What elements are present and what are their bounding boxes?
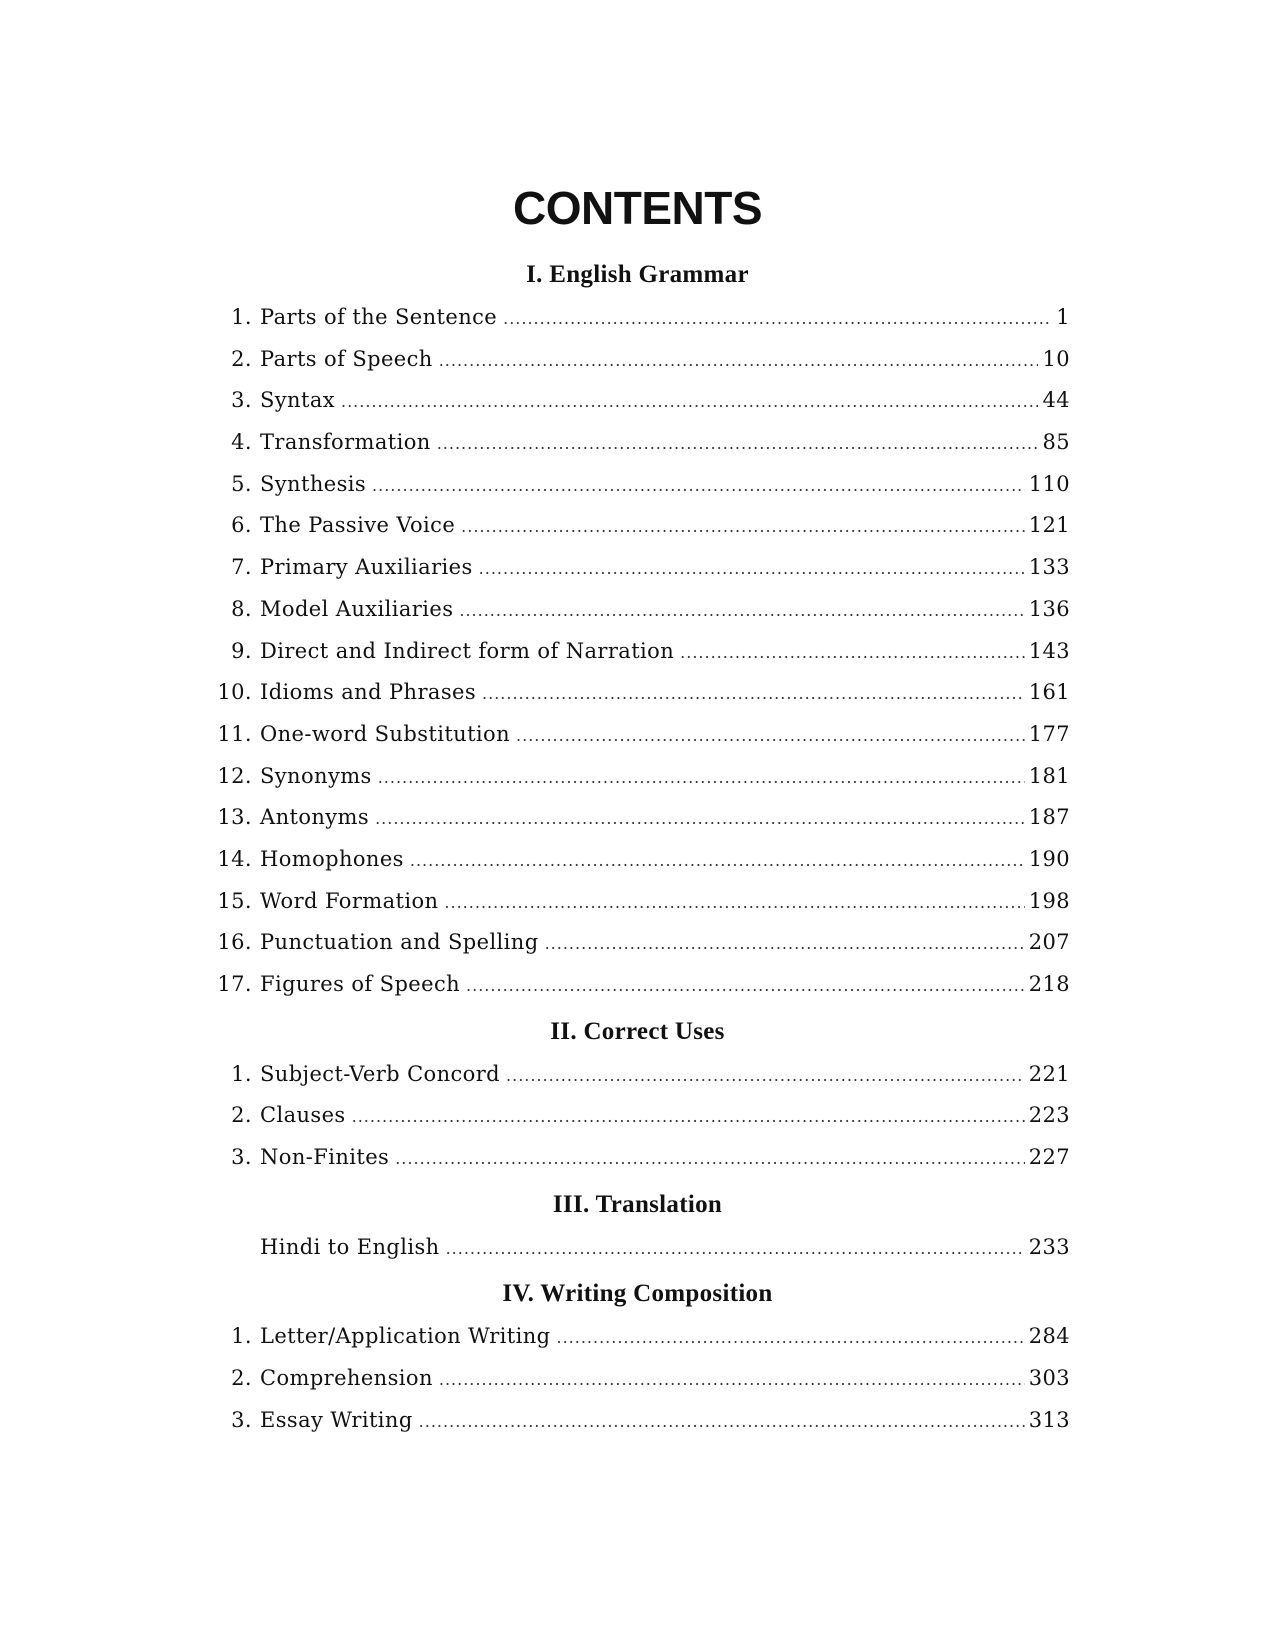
entry-number: 16. (217, 930, 252, 955)
entry-number: 2. (231, 346, 252, 371)
entry-number: 13. (217, 805, 252, 830)
toc-entry (212, 1137, 1070, 1179)
section-heading: III. Translation (552, 1190, 723, 1218)
entry-title: Synonyms (260, 763, 372, 788)
dot-leader (437, 422, 1039, 465)
toc-entry (212, 922, 1070, 964)
entry-page-number: 1 (1056, 305, 1070, 329)
entry-number: 17. (217, 972, 252, 996)
toc-entry (212, 464, 1070, 506)
entry-title: Direct and Indirect form of Narration (260, 638, 675, 663)
table-of-contents (212, 253, 1070, 1442)
entry-page-number: 190 (1028, 846, 1070, 871)
toc-entry (212, 881, 1070, 923)
entry-page-number: 44 (1042, 388, 1070, 413)
toc-entry (212, 297, 1070, 339)
dot-leader (516, 714, 1025, 757)
entry-title: Hindi to English (260, 1234, 440, 1259)
entry-title: Homophones (260, 846, 404, 871)
entry-title: Figures of Speech (260, 972, 461, 996)
entry-number: 12. (217, 763, 252, 788)
dot-leader (375, 797, 1025, 840)
entry-number: 3. (231, 388, 252, 413)
entry-number: 4. (231, 430, 252, 455)
dot-leader (410, 839, 1025, 882)
section-heading: IV. Writing Composition (502, 1280, 773, 1308)
entry-page-number: 161 (1028, 680, 1070, 705)
entry-page-number: 85 (1042, 430, 1070, 455)
entry-number: 1. (231, 1061, 252, 1086)
entry-number: 7. (231, 555, 252, 580)
toc-entry (212, 1054, 1070, 1096)
entry-title: Essay Writing (260, 1407, 413, 1432)
entry-page-number: 110 (1028, 471, 1070, 496)
entry-number: 6. (231, 513, 252, 538)
entry-page-number: 187 (1028, 805, 1070, 830)
entry-page-number: 233 (1028, 1234, 1070, 1259)
toc-entry (212, 1400, 1070, 1442)
entry-title: Comprehension (260, 1366, 433, 1391)
entry-number: 2. (231, 1366, 252, 1391)
entry-title: Synthesis (260, 471, 367, 496)
dot-leader (459, 589, 1024, 632)
entry-page-number: 284 (1028, 1324, 1070, 1349)
dot-leader (444, 881, 1024, 924)
entry-page-number: 136 (1028, 596, 1070, 621)
toc-entry (212, 672, 1070, 714)
dot-leader (461, 505, 1025, 548)
entry-title: Non-Finites (260, 1145, 390, 1170)
toc-entry (212, 839, 1070, 881)
entry-number: 10. (217, 680, 252, 705)
entry-number: 1. (231, 1324, 252, 1349)
entry-number: 14. (217, 846, 252, 871)
entry-page-number: 207 (1028, 930, 1070, 955)
dot-leader (419, 1400, 1025, 1443)
dot-leader (503, 297, 1052, 340)
entry-title: Letter/Application Writing (260, 1324, 551, 1349)
dot-leader (341, 380, 1038, 423)
entry-number: 2. (231, 1103, 252, 1128)
dot-leader (439, 339, 1039, 382)
entry-number: 5. (231, 471, 252, 496)
dot-leader (506, 1054, 1025, 1097)
entry-page-number: 143 (1028, 638, 1070, 663)
entry-number: 3. (231, 1145, 252, 1170)
entry-number: 3. (231, 1407, 252, 1432)
section-heading: I. English Grammar (526, 261, 749, 288)
entry-title: One-word Substitution (260, 721, 511, 746)
toc-entry (212, 797, 1070, 839)
entry-page-number: 221 (1028, 1061, 1070, 1086)
entry-page-number: 303 (1028, 1366, 1070, 1391)
toc-entry (212, 1095, 1070, 1137)
entry-title: Clauses (260, 1103, 346, 1128)
entry-title: Word Formation (260, 888, 439, 913)
toc-entry (212, 547, 1070, 589)
dot-leader (439, 1358, 1025, 1401)
entry-page-number: 10 (1042, 346, 1070, 371)
page-title: CONTENTS (513, 182, 762, 234)
dot-leader (479, 547, 1025, 590)
toc-entry (212, 1227, 1070, 1269)
dot-leader (395, 1137, 1024, 1180)
entry-title: Punctuation and Spelling (260, 930, 539, 955)
entry-page-number: 121 (1028, 513, 1070, 538)
dot-leader (545, 922, 1025, 965)
entry-number: 11. (217, 721, 252, 746)
entry-number: 8. (231, 596, 252, 621)
toc-entry (212, 380, 1070, 422)
entry-number: 15. (217, 888, 252, 913)
entry-title: Syntax (260, 388, 335, 413)
entry-title: Antonyms (260, 805, 370, 830)
entry-title: Subject-Verb Concord (260, 1061, 501, 1086)
toc-entry (212, 631, 1070, 673)
toc-entry (212, 1358, 1070, 1400)
toc-entry (212, 1316, 1070, 1358)
toc-entry (212, 505, 1070, 547)
entry-title: The Passive Voice (260, 513, 456, 538)
toc-entry (212, 964, 1070, 1006)
dot-leader (556, 1316, 1024, 1359)
entry-page-number: 227 (1028, 1145, 1070, 1170)
entry-number: 9. (231, 638, 252, 663)
entry-page-number: 177 (1028, 721, 1070, 746)
dot-leader (372, 464, 1025, 507)
entry-page-number: 313 (1028, 1407, 1070, 1432)
entry-title: Parts of the Sentence (260, 305, 498, 329)
dot-leader (466, 964, 1025, 1007)
entry-page-number: 133 (1028, 555, 1070, 580)
dot-leader (378, 756, 1025, 799)
toc-entry (212, 589, 1070, 631)
entry-title: Model Auxiliaries (260, 596, 454, 621)
entry-number: 1. (231, 305, 252, 329)
toc-entry (212, 422, 1070, 464)
dot-leader (446, 1227, 1025, 1270)
toc-entry (212, 339, 1070, 381)
entry-page-number: 223 (1028, 1103, 1070, 1128)
entry-title: Primary Auxiliaries (260, 555, 473, 580)
toc-entry (212, 756, 1070, 798)
entry-title: Parts of Speech (260, 346, 433, 371)
section-heading: II. Correct Uses (550, 1017, 725, 1045)
entry-title: Transformation (260, 430, 431, 455)
toc-entry (212, 714, 1070, 756)
dot-leader (680, 631, 1025, 674)
entry-page-number: 181 (1028, 763, 1070, 788)
dot-leader (352, 1095, 1025, 1138)
entry-title: Idioms and Phrases (260, 680, 477, 705)
entry-page-number: 198 (1028, 888, 1070, 913)
dot-leader (482, 672, 1025, 715)
entry-page-number: 218 (1028, 972, 1070, 996)
